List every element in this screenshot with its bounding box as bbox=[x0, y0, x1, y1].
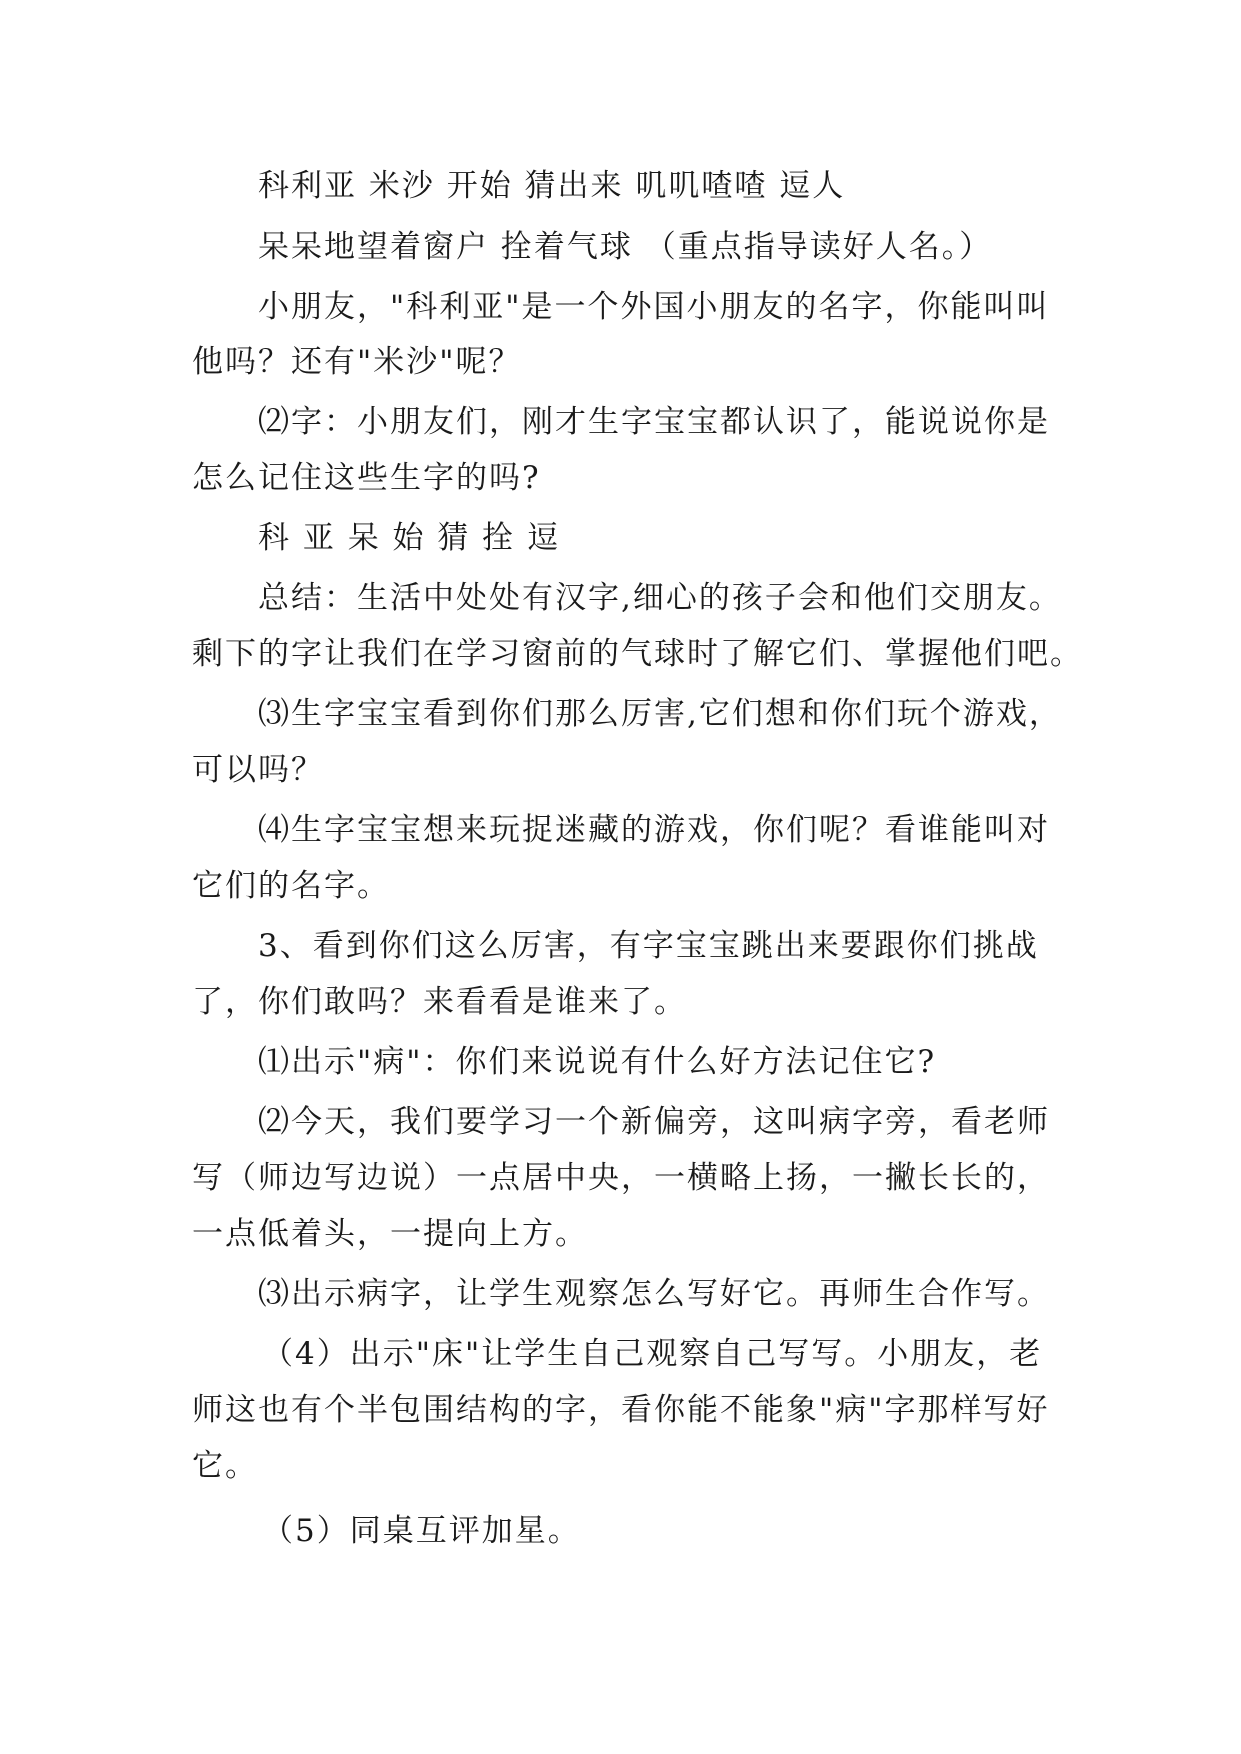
text-line: （5）同桌互评加星。 bbox=[262, 1513, 581, 1549]
text-line: 师这也有个半包围结构的字，看你能不能象"病"字那样写好 bbox=[192, 1392, 1050, 1428]
text-line: 一点低着头，一提向上方。 bbox=[192, 1216, 588, 1252]
text-line: ⑷生字宝宝想来玩捉迷藏的游戏，你们呢？看谁能叫对 bbox=[258, 812, 1050, 848]
text-line: ⑶生字宝宝看到你们那么厉害,它们想和你们玩个游戏， bbox=[258, 696, 1062, 732]
text-line: 了，你们敢吗？来看看是谁来了。 bbox=[192, 984, 687, 1020]
text-line: 怎么记住这些生字的吗? bbox=[192, 460, 541, 496]
text-line: 3、看到你们这么厉害，有字宝宝跳出来要跟你们挑战 bbox=[258, 928, 1039, 964]
text-line: 剩下的字让我们在学习窗前的气球时了解它们、掌握他们吧。 bbox=[192, 636, 1083, 672]
text-line: ⑴出示"病"：你们来说说有什么好方法记住它? bbox=[258, 1044, 937, 1080]
text-line: 科 亚 呆 始 猜 拴 逗 bbox=[258, 520, 561, 556]
text-line: ⑵今天，我们要学习一个新偏旁，这叫病字旁，看老师 bbox=[258, 1104, 1050, 1140]
text-line: 小朋友，"科利亚"是一个外国小朋友的名字，你能叫叫 bbox=[258, 289, 1050, 325]
text-line: 可以吗？ bbox=[192, 752, 324, 788]
text-line: ⑶出示病字，让学生观察怎么写好它。再师生合作写。 bbox=[258, 1276, 1050, 1312]
text-line: 总结：生活中处处有汉字,细心的孩子会和他们交朋友。 bbox=[258, 580, 1062, 616]
text-line: 它。 bbox=[192, 1448, 258, 1484]
text-line: 他吗？还有"米沙"呢？ bbox=[192, 344, 522, 380]
text-line: （4）出示"床"让学生自己观察自己写写。小朋友，老 bbox=[262, 1336, 1043, 1372]
text-line: 科利亚 米沙 开始 猜出来 叽叽喳喳 逗人 bbox=[258, 168, 846, 204]
text-line: 呆呆地望着窗户 拴着气球 （重点指导读好人名。） bbox=[258, 229, 993, 265]
text-line: 它们的名字。 bbox=[192, 868, 390, 904]
text-line: 写（师边写边说）一点居中央，一横略上扬，一撇长长的， bbox=[192, 1160, 1050, 1196]
text-line: ⑵字：小朋友们，刚才生字宝宝都认识了，能说说你是 bbox=[258, 404, 1050, 440]
